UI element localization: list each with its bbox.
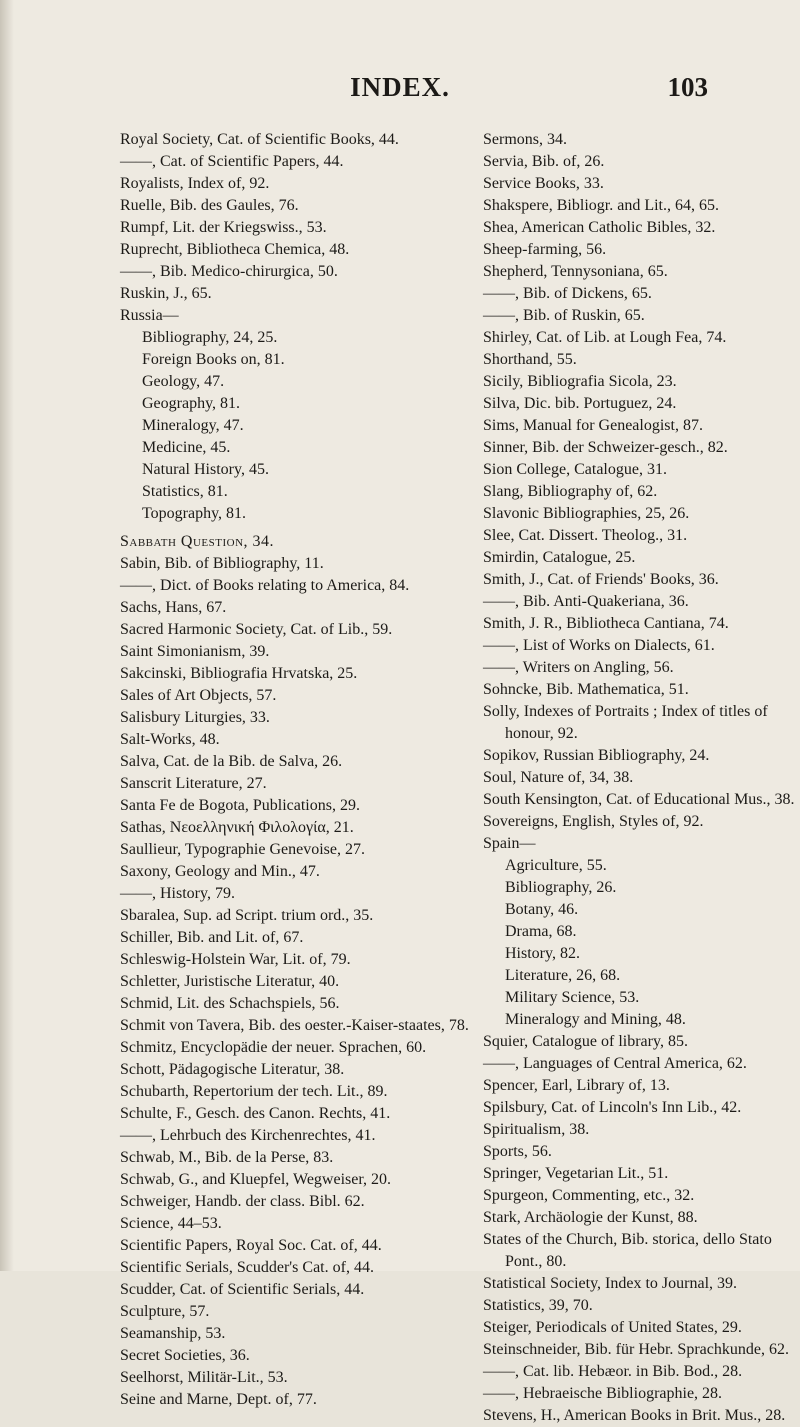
page-header	[0, 72, 800, 106]
index-entry: Smith, J., Cat. of Friends' Books, 36.	[483, 571, 719, 588]
index-entry: Schulte, F., Gesch. des Canon. Rechts, 41.	[120, 1105, 391, 1122]
index-entry: Sabin, Bib. of Bibliography, 11.	[120, 555, 324, 572]
index-entry: Springer, Vegetarian Lit., 51.	[483, 1165, 669, 1182]
index-entry: Spencer, Earl, Library of, 13.	[483, 1077, 670, 1094]
index-entry: ——, Cat. of Scientific Papers, 44.	[120, 153, 344, 170]
index-subentry: Natural History, 45.	[142, 461, 269, 478]
index-entry: Statistical Society, Index to Journal, 39.	[483, 1275, 738, 1292]
index-entry: Schiller, Bib. and Lit. of, 67.	[120, 929, 304, 946]
index-entry: Ruprecht, Bibliotheca Chemica, 48.	[120, 241, 350, 258]
index-subentry: Literature, 26, 68.	[505, 967, 621, 984]
index-entry: Shepherd, Tennysoniana, 65.	[483, 263, 668, 280]
index-entry: Shakspere, Bibliogr. and Lit., 64, 65.	[483, 197, 719, 214]
index-subentry: History, 82.	[505, 945, 580, 962]
index-entry: Schubarth, Repertorium der tech. Lit., 89.	[120, 1083, 388, 1100]
index-subentry: Bibliography, 26.	[505, 879, 617, 896]
index-entry: Sopikov, Russian Bibliography, 24.	[483, 747, 710, 764]
index-entry: Sacred Harmonic Society, Cat. of Lib., 59.	[120, 621, 393, 638]
index-entry: South Kensington, Cat. of Educational Mus., 38.	[483, 791, 795, 808]
index-subentry: Drama, 68.	[505, 923, 577, 940]
index-subentry: Botany, 46.	[505, 901, 579, 918]
index-entry: Shea, American Catholic Bibles, 32.	[483, 219, 716, 236]
index-entry: Stevens, H., American Books in Brit. Mus., 28.	[483, 1407, 786, 1424]
index-entry: Schmitz, Encyclopädie der neuer. Sprachen, 60.	[120, 1039, 427, 1056]
index-entry: Slavonic Bibliographies, 25, 26.	[483, 505, 690, 522]
index-entry: Russia—	[120, 307, 179, 324]
index-entry: Smith, J. R., Bibliotheca Cantiana, 74.	[483, 615, 729, 632]
index-entry: Stark, Archäologie der Kunst, 88.	[483, 1209, 698, 1226]
index-entry: Sports, 56.	[483, 1143, 552, 1160]
index-subentry: Statistics, 81.	[142, 483, 228, 500]
index-entry: ——, List of Works on Dialects, 61.	[483, 637, 715, 654]
index-subentry: Geography, 81.	[142, 395, 241, 412]
index-entry: States of the Church, Bib. storica, dello Stato Pont., 80.	[483, 1231, 772, 1270]
index-entry: Solly, Indexes of Portraits ; Index of titles of honour, 92.	[483, 703, 768, 742]
index-entry: ——, Lehrbuch des Kirchenrechtes, 41.	[120, 1127, 376, 1144]
index-entry: Schleswig-Holstein War, Lit. of, 79.	[120, 951, 351, 968]
index-entry: Schmid, Lit. des Schachspiels, 56.	[120, 995, 340, 1012]
index-entry: Scudder, Cat. of Scientific Serials, 44.	[120, 1281, 365, 1298]
index-entry: Spurgeon, Commenting, etc., 32.	[483, 1187, 695, 1204]
index-entry: Sakcinski, Bibliografia Hrvatska, 25.	[120, 665, 358, 682]
index-entry: Saint Simonianism, 39.	[120, 643, 270, 660]
index-subentry: Bibliography, 24, 25.	[142, 329, 278, 346]
index-entry: Royalists, Index of, 92.	[120, 175, 270, 192]
page-number: 103	[667, 72, 708, 102]
index-entry: Science, 44–53.	[120, 1215, 222, 1232]
index-entry: Salva, Cat. de la Bib. de Salva, 26.	[120, 753, 343, 770]
index-entry: ——, History, 79.	[120, 885, 235, 902]
index-entry: Seelhorst, Militär-Lit., 53.	[120, 1369, 288, 1386]
index-entry: ——, Writers on Angling, 56.	[483, 659, 674, 676]
index-entry: Seine and Marne, Dept. of, 77.	[120, 1391, 317, 1408]
index-entry: Scientific Papers, Royal Soc. Cat. of, 44.	[120, 1237, 382, 1254]
index-entry: Steiger, Periodicals of United States, 29.	[483, 1319, 742, 1336]
index-entry: Squier, Catalogue of library, 85.	[483, 1033, 688, 1050]
index-entry: Smirdin, Catalogue, 25.	[483, 549, 636, 566]
index-entry: Salt-Works, 48.	[120, 731, 220, 748]
index-entry: Schletter, Juristische Literatur, 40.	[120, 973, 340, 990]
page-title: INDEX.	[350, 72, 450, 102]
index-entry: Saxony, Geology and Min., 47.	[120, 863, 320, 880]
index-entry: Service Books, 33.	[483, 175, 604, 192]
index-entry: Schwab, M., Bib. de la Perse, 83.	[120, 1149, 334, 1166]
index-entry: Sermons, 34.	[483, 131, 567, 148]
index-entry: ——, Hebraeische Bibliographie, 28.	[483, 1385, 723, 1402]
index-entry: Slee, Cat. Dissert. Theolog., 31.	[483, 527, 688, 544]
index-subentry: Mineralogy, 47.	[142, 417, 244, 434]
index-entry: Schwab, G., and Kluepfel, Wegweiser, 20.	[120, 1171, 392, 1188]
index-entry: Shirley, Cat. of Lib. at Lough Fea, 74.	[483, 329, 727, 346]
index-entry: Santa Fe de Bogota, Publications, 29.	[120, 797, 360, 814]
index-subentry: Geology, 47.	[142, 373, 225, 390]
index-entry: Servia, Bib. of, 26.	[483, 153, 605, 170]
index-entry: Silva, Dic. bib. Portuguez, 24.	[483, 395, 677, 412]
index-entry: Steinschneider, Bib. für Hebr. Sprachkunde, 62.	[483, 1341, 789, 1358]
index-entry: Secret Societies, 36.	[120, 1347, 250, 1364]
index-entry: Ruelle, Bib. des Gaules, 76.	[120, 197, 299, 214]
index-entry: Ruskin, J., 65.	[120, 285, 212, 302]
index-entry: Sheep-farming, 56.	[483, 241, 607, 258]
index-entry: ——, Bib. Medico-chirurgica, 50.	[120, 263, 338, 280]
index-entry: ——, Bib. of Ruskin, 65.	[483, 307, 645, 324]
index-entry: ——, Bib. Anti-Quakeriana, 36.	[483, 593, 689, 610]
index-entry: Sohncke, Bib. Mathematica, 51.	[483, 681, 689, 698]
index-entry: Spiritualism, 38.	[483, 1121, 590, 1138]
index-subentry: Mineralogy and Mining, 48.	[505, 1011, 686, 1028]
index-column-left	[120, 129, 475, 1411]
index-entry: Sovereigns, English, Styles of, 92.	[483, 813, 704, 830]
index-entry: ——, Bib. of Dickens, 65.	[483, 285, 652, 302]
index-subentry: Medicine, 45.	[142, 439, 231, 456]
index-subentry: Military Science, 53.	[505, 989, 640, 1006]
index-entry: Schott, Pädagogische Literatur, 38.	[120, 1061, 345, 1078]
index-entry: Spain—	[483, 835, 536, 852]
index-entry: Spilsbury, Cat. of Lincoln's Inn Lib., 42.	[483, 1099, 742, 1116]
index-entry: Sathas, Νεοελληνική Φιλολογία, 21.	[120, 819, 354, 836]
index-entry: Statistics, 39, 70.	[483, 1297, 593, 1314]
index-entry: Sion College, Catalogue, 31.	[483, 461, 667, 478]
index-entry: Schmit von Tavera, Bib. des oester.-Kaiser-staates, 78.	[120, 1017, 469, 1034]
index-entry: ——, Cat. lib. Hebæor. in Bib. Bod., 28.	[483, 1363, 743, 1380]
index-entry: Seamanship, 53.	[120, 1325, 226, 1342]
index-entry: Shorthand, 55.	[483, 351, 577, 368]
index-entry: Sinner, Bib. der Schweizer-gesch., 82.	[483, 439, 728, 456]
index-subentry: Foreign Books on, 81.	[142, 351, 285, 368]
index-entry: Sims, Manual for Genealogist, 87.	[483, 417, 703, 434]
index-entry: Sabbath Question, 34.	[120, 533, 275, 550]
index-entry: Sales of Art Objects, 57.	[120, 687, 277, 704]
index-entry: Saullieur, Typographie Genevoise, 27.	[120, 841, 365, 858]
index-column-right	[483, 129, 795, 1427]
index-entry: Schweiger, Handb. der class. Bibl. 62.	[120, 1193, 365, 1210]
index-entry: Rumpf, Lit. der Kriegswiss., 53.	[120, 219, 327, 236]
index-entry: Sculpture, 57.	[120, 1303, 210, 1320]
page-binding-shadow	[0, 0, 14, 1271]
index-entry: Sanscrit Literature, 27.	[120, 775, 267, 792]
index-subentry: Topography, 81.	[142, 505, 247, 522]
index-entry: Sicily, Bibliografia Sicola, 23.	[483, 373, 677, 390]
index-entry: Royal Society, Cat. of Scientific Books, 44.	[120, 131, 399, 148]
index-subentry: Agriculture, 55.	[505, 857, 607, 874]
index-entry: Sbaralea, Sup. ad Script. trium ord., 35.	[120, 907, 374, 924]
index-entry: Scientific Serials, Scudder's Cat. of, 44.	[120, 1259, 374, 1276]
index-entry: Salisbury Liturgies, 33.	[120, 709, 270, 726]
index-entry: Slang, Bibliography of, 62.	[483, 483, 658, 500]
index-entry: Soul, Nature of, 34, 38.	[483, 769, 634, 786]
index-entry: ——, Languages of Central America, 62.	[483, 1055, 747, 1072]
index-entry: Sachs, Hans, 67.	[120, 599, 227, 616]
index-entry: ——, Dict. of Books relating to America, 84.	[120, 577, 410, 594]
